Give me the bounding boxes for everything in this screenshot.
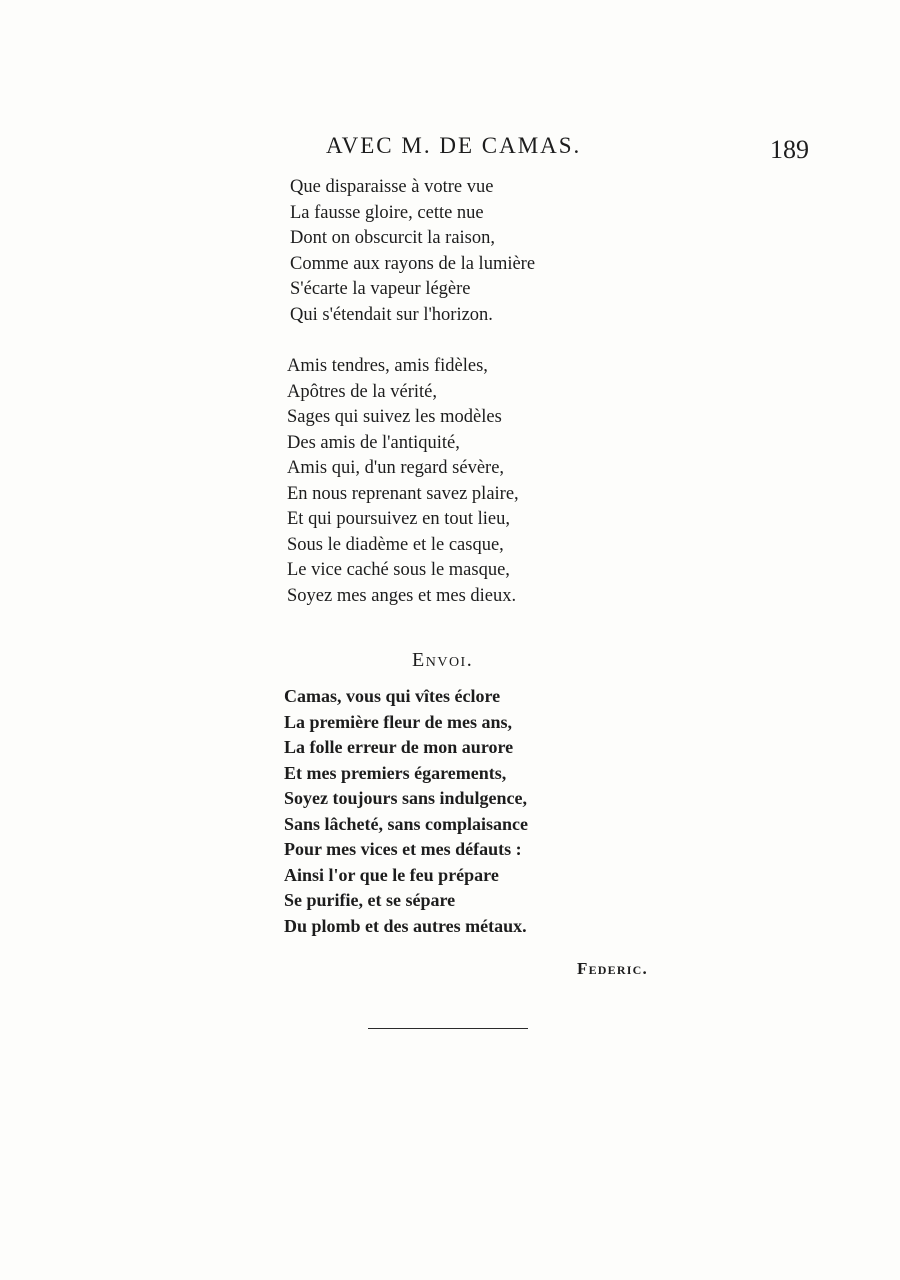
verse-line: La folle erreur de mon aurore: [284, 737, 514, 757]
verse-line: Soyez toujours sans indulgence,: [284, 788, 528, 808]
author-signature: Federic.: [577, 959, 648, 978]
verse-line: Sous le diadème et le casque,: [287, 534, 504, 555]
verse-line: En nous reprenant savez plaire,: [287, 483, 519, 504]
verse-line: La première fleur de mes ans,: [284, 711, 512, 732]
verse-line: Ainsi l'or que le feu prépare: [284, 864, 499, 885]
page-number: 189: [770, 135, 809, 164]
running-head: AVEC M. DE CAMAS.: [326, 133, 582, 158]
verse-line: Sages qui suivez les modèles: [287, 407, 502, 427]
envoi-stanza: [284, 684, 528, 939]
verse-line: Camas, vous qui vîtes éclore: [284, 686, 501, 706]
envoi-title: Envoi.: [412, 649, 474, 671]
verse-line: La fausse gloire, cette nue: [290, 202, 484, 223]
verse-line: Comme aux rayons de la lumière: [290, 253, 536, 274]
verse-line: Le vice caché sous le masque,: [287, 560, 510, 580]
verse-line: Soyez mes anges et mes dieux.: [287, 585, 517, 606]
verse-line: Que disparaisse à votre vue: [290, 177, 494, 197]
verse-line: Du plomb et des autres métaux.: [284, 915, 527, 936]
verse-line: Et qui poursuivez en tout lieu,: [287, 509, 510, 529]
verse-line: Apôtres de la vérité,: [287, 381, 437, 402]
stanza-2: [287, 354, 519, 609]
verse-line: Sans lâcheté, sans complaisance: [284, 813, 529, 834]
verse-line: Amis qui, d'un regard sévère,: [287, 458, 505, 478]
verse-line: Des amis de l'antiquité,: [287, 432, 460, 453]
stanza-1: [290, 175, 535, 328]
verse-line: Amis tendres, amis fidèles,: [287, 356, 488, 376]
verse-line: Qui s'étendait sur l'horizon.: [290, 304, 493, 325]
verse-line: Pour mes vices et mes défauts :: [284, 839, 522, 859]
verse-line: S'écarte la vapeur légère: [290, 279, 471, 299]
verse-line: Et mes premiers égarements,: [284, 762, 507, 783]
verse-line: Se purifie, et se sépare: [284, 890, 456, 910]
closing-rule: [368, 1028, 528, 1029]
verse-line: Dont on obscurcit la raison,: [290, 228, 495, 248]
